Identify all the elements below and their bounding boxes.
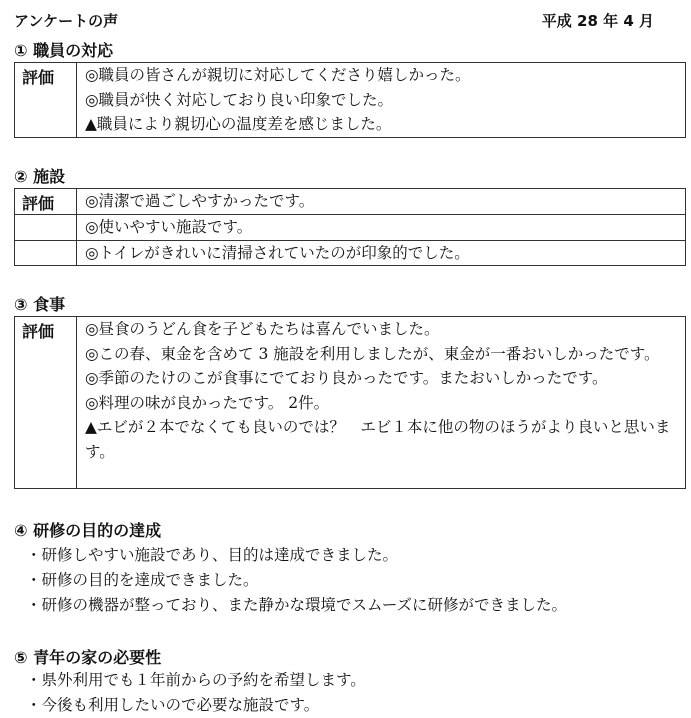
comment-item: ◎トイレがきれいに清掃されていたのが印象的でした。: [85, 243, 470, 262]
comment-item: ◎職員の皆さんが親切に対応してくださり嬉しかった。: [85, 66, 471, 84]
evaluation-comments: [77, 63, 686, 138]
table-row: [15, 215, 686, 241]
section-heading-training-goals: ④ 研修の目的の達成: [14, 521, 162, 540]
comment-item: ◎清潔で過ごしやすかったです。: [85, 192, 315, 210]
section-heading-staff: ① 職員の対応: [14, 41, 114, 60]
list-item: ・県外利用でも１年前からの予約を希望します。: [26, 671, 366, 689]
table-row: [15, 240, 686, 266]
comment-item: ◎昼食のうどん食を子どもたちは喜んでいました。: [85, 320, 440, 338]
document-title: アンケートの声: [14, 12, 119, 30]
comment-cell: [77, 189, 686, 215]
comment-item: ▲職員により親切心の温度差を感じました。: [85, 115, 392, 133]
comment-item: ◎職員が快く対応しており良い印象でした。: [85, 90, 394, 109]
necessity-list: [26, 668, 366, 718]
section-heading-necessity: ⑤ 青年の家の必要性: [14, 648, 162, 667]
evaluation-label: 評価: [15, 63, 77, 138]
training-goals-list: [26, 543, 567, 618]
comment-item: ◎使いやすい施設です。: [85, 218, 253, 236]
evaluation-comments: [77, 317, 686, 489]
empty-label-cell: [15, 240, 77, 266]
table-row: [15, 63, 686, 138]
empty-label-cell: [15, 215, 77, 241]
list-item: ・研修の目的を達成できました。: [26, 571, 259, 589]
facility-evaluation-table: [14, 188, 686, 266]
meals-evaluation-table: [14, 316, 686, 489]
table-row: [15, 189, 686, 215]
list-item: ・今後も利用したいので必要な施設です。: [26, 696, 320, 714]
comment-item: ◎この春、東金を含めて 3 施設を利用しましたが、東金が一番おいしかったです。: [85, 344, 660, 363]
comment-item: ◎季節のたけのこが食事にでており良かったです。またおいしかったです。: [85, 369, 608, 387]
section-heading-meals: ③ 食事: [14, 295, 66, 314]
evaluation-label: 評価: [15, 189, 77, 215]
comment-cell: [77, 240, 686, 266]
comment-cell: [77, 215, 686, 241]
list-item: ・研修の機器が整っており、また静かな環境でスムーズに研修ができました。: [26, 596, 567, 614]
evaluation-label: 評価: [15, 317, 77, 489]
table-row: [15, 317, 686, 489]
section-heading-facility: ② 施設: [14, 167, 66, 186]
page-header: [14, 4, 654, 30]
staff-evaluation-table: [14, 62, 686, 138]
comment-item: ▲エビが２本でなくても良いのでは？ エビ１本に他の物のほうがより良いと思います。: [85, 418, 671, 461]
document-date: 平成 28 年 4 月: [541, 12, 654, 30]
comment-item: ◎料理の味が良かったです。 2件。: [85, 393, 330, 412]
list-item: ・研修しやすい施設であり、目的は達成できました。: [26, 546, 399, 564]
